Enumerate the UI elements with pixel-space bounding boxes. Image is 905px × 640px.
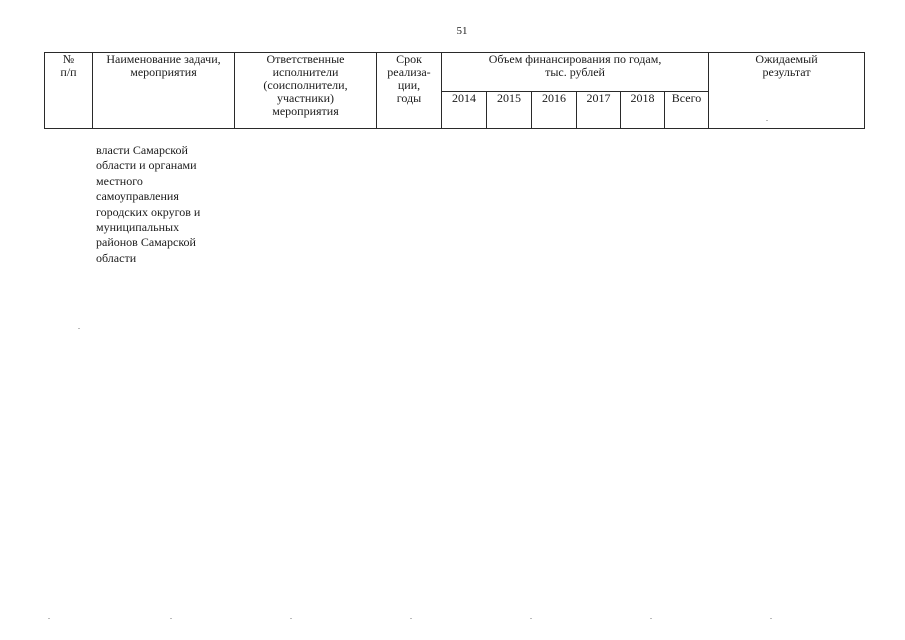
scan-artifact	[770, 618, 772, 619]
header-task-name: Наименование задачи, мероприятия	[93, 53, 235, 129]
header-responsible: Ответственные исполнители (соисполнители, участники) мероприятия	[235, 53, 377, 129]
scan-artifact	[766, 120, 768, 121]
scan-artifact	[78, 328, 80, 329]
scan-artifact	[290, 618, 292, 619]
scan-artifact	[650, 618, 652, 619]
year-2018: 2018	[621, 92, 665, 129]
year-2017: 2017	[577, 92, 621, 129]
scan-artifact	[48, 618, 50, 619]
scan-artifact	[410, 618, 412, 619]
header-financing: Объем финансирования по годам, тыс. рублей	[442, 53, 709, 92]
financing-table	[44, 52, 865, 129]
year-2016: 2016	[532, 92, 577, 129]
header-term: Срок реализа- ции, годы	[377, 53, 442, 129]
year-total: Всего	[665, 92, 709, 129]
scan-artifact	[170, 618, 172, 619]
continued-task-text: власти Самарской области и органами местного самоуправления городских округов и муниципальных районов Самарской области	[96, 143, 201, 265]
page-number: 51	[456, 25, 468, 37]
scan-artifact	[530, 618, 532, 619]
year-2015: 2015	[487, 92, 532, 129]
header-result: Ожидаемый результат	[709, 53, 865, 129]
header-num: № п/п	[45, 53, 93, 129]
year-2014: 2014	[442, 92, 487, 129]
header-row	[45, 53, 865, 92]
